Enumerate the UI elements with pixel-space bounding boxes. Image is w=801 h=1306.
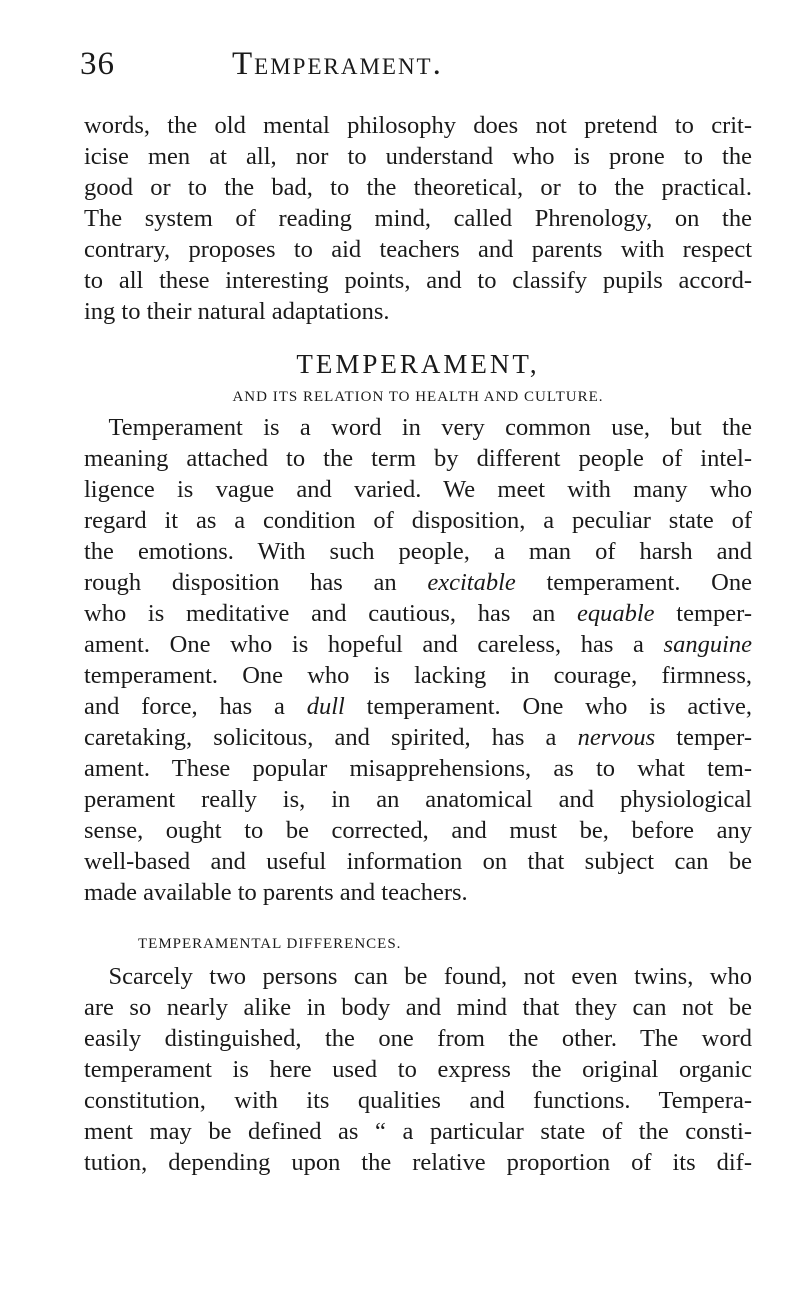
- text-line: ing to their natural adaptations.: [84, 298, 390, 325]
- text-line: perament really is, in an anatomical and physiological: [84, 786, 752, 813]
- page-number: 36: [80, 46, 115, 82]
- book-page: [80, 0, 752, 1178]
- text-line: sense, ought to be corrected, and must be, before any: [84, 817, 752, 844]
- section-title: TEMPERAMENT,: [296, 349, 540, 379]
- text-line: the emotions. With such people, a man of harsh and: [84, 538, 752, 565]
- italic-term: dull: [306, 693, 345, 720]
- text-line: icise men at all, nor to understand who is prone to the: [84, 143, 752, 170]
- italic-term: nervous: [577, 724, 656, 751]
- text-line: meaning attached to the term by different people of intel-: [84, 445, 752, 472]
- text-line: Scarcely two persons can be found, not even twins, who: [108, 963, 752, 990]
- italic-term: excitable: [427, 569, 516, 596]
- text-line: temperament. One who is lacking in courage, firmness,: [84, 662, 752, 689]
- text-line: caretaking, solicitous, and spirited, has a nervous temper-: [84, 724, 752, 751]
- text-line: who is meditative and cautious, has an equable temper-: [84, 600, 752, 627]
- text-line: temperament is here used to express the original organic: [84, 1056, 752, 1083]
- italic-term: sanguine: [663, 631, 752, 658]
- paragraph-temperament: [84, 412, 752, 908]
- running-head: [80, 0, 752, 110]
- text-line: and force, has a dull temperament. One who is active,: [84, 693, 752, 720]
- text-line: rough disposition has an excitable temperament. One: [84, 569, 752, 596]
- text-line: tution, depending upon the relative proportion of its dif-: [84, 1149, 752, 1176]
- text-line: ament. One who is hopeful and careless, has a sanguine: [84, 631, 752, 658]
- text-line: ment may be defined as “ a particular state of the consti-: [84, 1118, 752, 1145]
- paragraph-differences: [84, 961, 752, 1178]
- italic-term: equable: [577, 600, 655, 627]
- text-line: easily distinguished, the one from the other. The word: [84, 1025, 752, 1052]
- running-title: Temperament.: [232, 46, 443, 82]
- text-line: made available to parents and teachers.: [84, 879, 468, 906]
- paragraph-intro: [84, 110, 752, 327]
- text-line: contrary, proposes to aid teachers and parents with respect: [84, 236, 752, 263]
- text-line: well-based and useful information on that subject can be: [84, 848, 752, 875]
- text-line: are so nearly alike in body and mind that they can not be: [84, 994, 752, 1021]
- text-line: ament. These popular misapprehensions, as to what tem-: [84, 755, 752, 782]
- text-line: words, the old mental philosophy does not pretend to crit-: [84, 112, 752, 139]
- text-line: regard it as a condition of disposition, a peculiar state of: [84, 507, 752, 534]
- text-line: Temperament is a word in very common use, but the: [108, 414, 752, 441]
- text-line: to all these interesting points, and to classify pupils accord-: [84, 267, 752, 294]
- text-line: ligence is vague and varied. We meet with many who: [84, 476, 752, 503]
- section-subtitle: AND ITS RELATION TO HEALTH AND CULTURE.: [232, 389, 604, 405]
- text-line: The system of reading mind, called Phrenology, on the: [84, 205, 752, 232]
- subsection-title: TEMPERAMENTAL DIFFERENCES.: [138, 936, 402, 952]
- text-line: constitution, with its qualities and functions. Tempera-: [84, 1087, 752, 1114]
- text-line: good or to the bad, to the theoretical, or to the practical.: [84, 174, 752, 201]
